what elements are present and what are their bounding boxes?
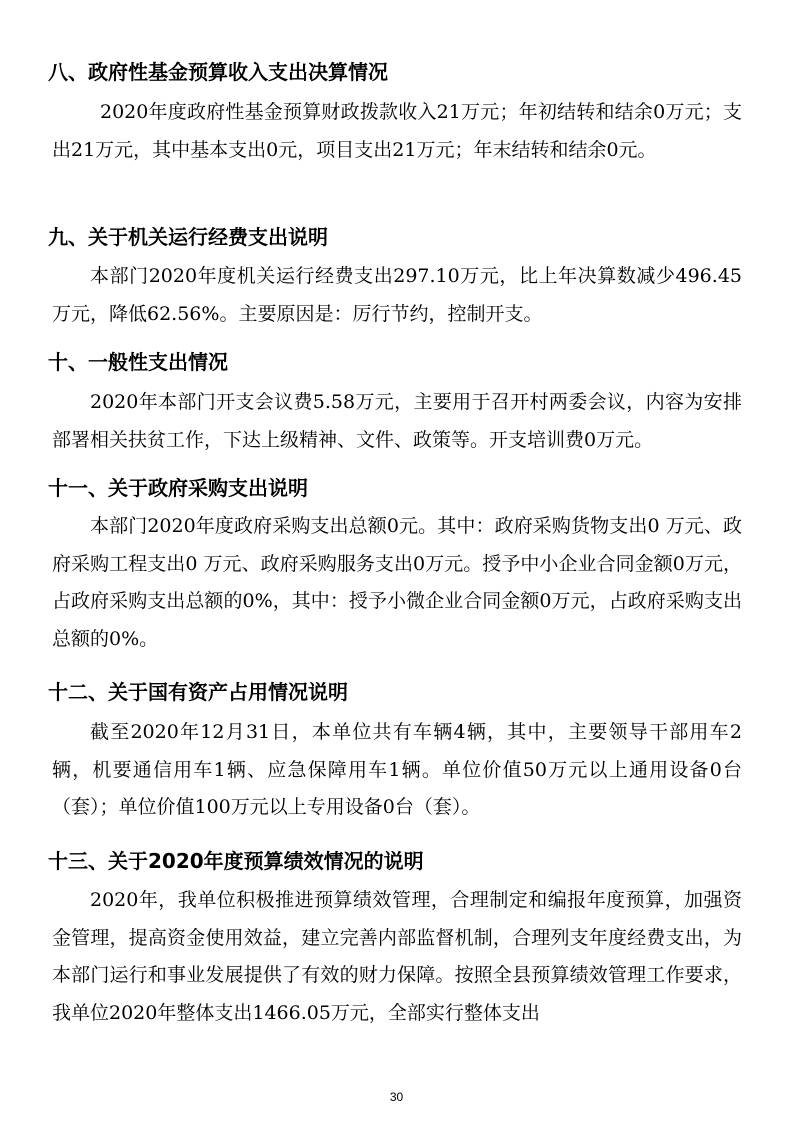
section-body-8: 2020年度政府性基金预算财政拨款收入21万元；年初结转和结余0万元；支出21万元，其中基本支出0元，项目支出21万元；年末结转和结余0元。 xyxy=(52,101,742,161)
section-heading-8: 八、政府性基金预算收入支出决算情况 xyxy=(48,60,388,84)
section-heading-11: 十一、关于政府采购支出说明 xyxy=(48,476,308,500)
section-heading-9: 九、关于机关运行经费支出说明 xyxy=(48,225,328,249)
section-body-9: 本部门2020年度机关运行经费支出297.10万元，比上年决算数减少496.45 万元，降低62.56%。主要原因是：厉行节约，控制开支。 xyxy=(52,265,742,325)
section-body-13: 2020年，我单位积极推进预算绩效管理，合理制定和编报年度预算，加强资金管理，提高资金使用效益，建立完善内部监督机制，合理列支年度经费支出，为本部门运行和事业发展提供了有效的财力保障。按照全县预算绩效管理工作要求，我单位2020年整体支出1466.05万元，全部实行整体支出 xyxy=(52,889,742,1024)
page-number: 30 xyxy=(389,1090,404,1104)
section-body-12: 截至2020年12月31日，本单位共有车辆4辆，其中，主要领导干部用车2辆，机要通信用车1辆、应急保障用车1辆。单位价值50万元以上通用设备0台（套）；单位价值100万元以上专用设备0台（套）。 xyxy=(52,721,742,818)
section-body-10: 2020年本部门开支会议费5.58万元，主要用于召开村两委会议，内容为安排部署相关扶贫工作，下达上级精神、文件、政策等。开支培训费0万元。 xyxy=(52,391,742,451)
section-body-11: 本部门2020年度政府采购支出总额0元。其中：政府采购货物支出0 万元、政府采购工程支出0 万元、政府采购服务支出0万元。授予中小企业合同金额0万元，占政府采购支出总额的0%，其中：授予小微企业合同金额0万元，占政府采购支出总额的0%。 xyxy=(52,515,742,650)
section-heading-13: 十三、关于2020年度预算绩效情况的说明 xyxy=(48,849,424,873)
section-heading-12: 十二、关于国有资产占用情况说明 xyxy=(48,680,348,704)
section-heading-10: 十、一般性支出情况 xyxy=(48,350,228,374)
